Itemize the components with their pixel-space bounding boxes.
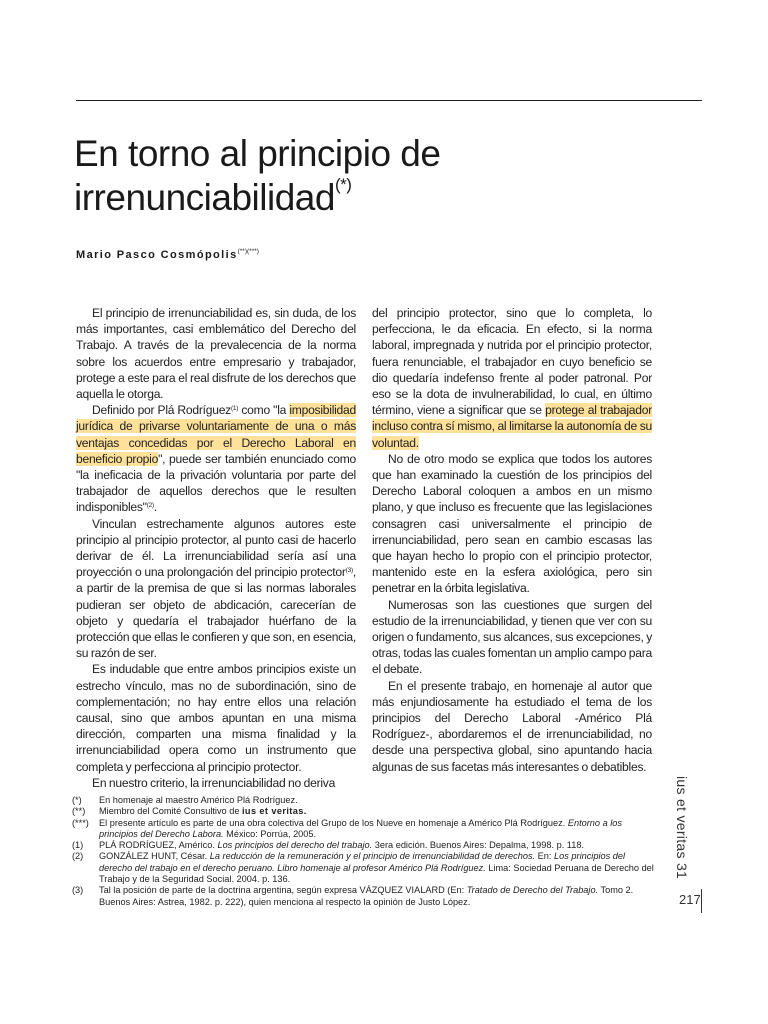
footnote-text: En homenaje al maestro Américo Plá Rodríguez. xyxy=(99,795,298,805)
paragraph xyxy=(372,678,652,775)
text-run: del principio protector, sino que lo completa, lo perfecciona, le da eficacia. En efecto, si la norma laboral, impregnada y nutrida por el principio protector, fuera renunciable, el trabajador en cuyo beneficio se dio quedaría indefenso frente al poder patronal. Por eso se la dota de invulnerabilidad, lo cual, en último término, viene a significar que se xyxy=(372,306,652,418)
footnote-mark: (***) xyxy=(72,817,89,828)
footnote-mark: (2) xyxy=(72,851,84,862)
paragraph xyxy=(76,775,356,791)
journal-name: ius et veritas 31 xyxy=(674,776,690,880)
author-name: Mario Pasco Cosmópolis xyxy=(76,249,238,261)
top-rule xyxy=(76,100,702,101)
title-footnote-mark: (*) xyxy=(334,175,352,194)
footnote-mark: (1) xyxy=(72,840,84,851)
highlighted-text: imposibilidad jurídica de privarse voluntariamente de una o más ventajas concedidas por el Derecho Laboral en beneficio propio xyxy=(76,403,356,466)
text-run: No de otro modo se explica que todos los autores que han examinado la cuestión de los principios del Derecho Laboral coloquen a ambos en un mismo plano, y que incluso es frecuente que las legislaciones consagren casi universalmente el principio de irrenunciabilidad, pero sean en cambio escasas las que hayan hecho lo propio con el principio protector, mantenido este en la esfera axiológica, pero sin penetrar en la órbita legislativa. xyxy=(372,451,652,596)
footnote-ref: (3) xyxy=(345,567,353,575)
author-line xyxy=(76,249,259,261)
footnote xyxy=(72,818,658,841)
footnote xyxy=(72,885,658,908)
highlighted-text: protege al trabajador incluso contra sí mismo, al limitarse la autonomía de su voluntad. xyxy=(372,403,653,450)
journal-running-title xyxy=(670,776,710,886)
page-number-bar xyxy=(701,889,702,913)
footnote-mark: (*) xyxy=(72,795,82,805)
text-run: En el presente trabajo, en homenaje al autor que más enjundiosamente ha estudiado el tema de los principios del Derecho Laboral -Américo Plá Rodríguez-, abordaremos el de irrenunciabilidad, no desde una perspectiva global, sino apuntando hacia algunas de sus facetas más interesantes o debatibles. xyxy=(372,678,652,774)
paragraph xyxy=(372,451,652,597)
text-run: . xyxy=(153,500,158,515)
footnote-text: GONZÁLEZ HUNT, César. La reducción de la remuneración y el principio de irrenunciabilidad de derechos. En: Los principios del derecho del trabajo en el derecho peruano. Libro homenaje al profesor Américo Plá Rodríguez. Lima: Sociedad Peruana de Derecho del Trabajo y de la Seguridad Social. 2004. p. 136. xyxy=(99,851,654,885)
paragraph xyxy=(372,597,652,678)
paragraph xyxy=(76,516,356,662)
text-run: El principio de irrenunciabilidad es, sin duda, de los más importantes, casi emblemático del Derecho del Trabajo. A través de la prevalecencia de la norma sobre los acuerdos entre empresario y trabajador, protege a este para el real disfrute de los derechos que aquella le otorga. xyxy=(76,306,356,402)
footnotes xyxy=(72,795,658,908)
text-run: Numerosas son las cuestiones que surgen del estudio de la irrenunciabilidad, y tienen que ver con su origen o fundamento, sus alcances, sus excepciones, y otras, todas las cuales fomentan un amplio campo para el debate. xyxy=(372,597,652,677)
footnote-text: Miembro del Comité Consultivo de ius et veritas. xyxy=(99,806,307,817)
footnote xyxy=(72,851,658,885)
paragraph xyxy=(372,305,652,451)
footnote-mark: (**) xyxy=(72,806,86,817)
footnote-text: Tal la posición de parte de la doctrina argentina, según expresa VÁZQUEZ VIALARD (En: Tratado de Derecho del Trabajo. Tomo 2. Buenos Aires: Astrea, 1982. p. 222), quien menciona al respecto la opinión de Justo López. xyxy=(99,885,634,907)
footnote xyxy=(72,795,658,806)
paragraph xyxy=(76,661,356,774)
footnote-ref: (2) xyxy=(146,502,154,510)
text-run: En nuestro criterio, la irrenunciabilidad no deriva xyxy=(92,775,336,790)
footnote-ref: (1) xyxy=(230,405,239,413)
page-number: 217 xyxy=(679,892,701,907)
text-run: , a partir de la premisa de que si las normas laborales pudieran ser objeto de abdicación, carecerían de objeto y quedaría el trabajador huérfano de la protección que ellas le confieren y que son, en esencia, su razón de ser. xyxy=(76,565,356,661)
footnote-text: PLÁ RODRÍGUEZ, Américo. Los principios del derecho del trabajo. 3era edición. Buenos Aires: Depalma, 1998. p. 118. xyxy=(99,840,585,851)
right-column xyxy=(372,305,652,775)
left-column xyxy=(76,305,356,791)
footnote-text: El presente artículo es parte de una obra colectiva del Grupo de los Nueve en homenaje a Américo Plá Rodríguez. Entorno a los principios del Derecho Labora. México: Porrúa, 2005. xyxy=(99,817,622,839)
title-line-1: En torno al principio de xyxy=(74,133,441,174)
text-run: como "la xyxy=(238,403,290,418)
footnote-mark: (3) xyxy=(72,885,84,896)
text-run: Vinculan estrechamente algunos autores este principio al principio protector, al punto casi de hacerlo derivar de él. La irrenunciabilidad sería así una proyección o una prolongación del principio protector xyxy=(76,516,356,580)
article-title xyxy=(74,132,634,220)
text-run: ", puede ser también enunciado como "la ineficacia de la privación voluntaria por parte del trabajador de aquellos derechos que le resulten indisponibles" xyxy=(76,451,357,515)
footnote xyxy=(72,840,658,851)
paragraph xyxy=(76,402,356,515)
text-run: Definido por Plá Rodríguez xyxy=(92,403,231,418)
title-line-2: irrenunciabilidad xyxy=(74,177,335,218)
text-run: Es indudable que entre ambos principios existe un estrecho vínculo, mas no de subordinación, sino de complementación; no hay entre ellos una relación causal, sino que ambos apuntan en una misma dirección, comparten una misma finalidad y la irrenunciabilidad opera como un instrumento que completa y perfecciona al principio protector. xyxy=(76,662,356,774)
footnote xyxy=(72,806,658,817)
paragraph xyxy=(76,305,356,402)
author-footnote-marks: (**)(***) xyxy=(237,248,259,255)
